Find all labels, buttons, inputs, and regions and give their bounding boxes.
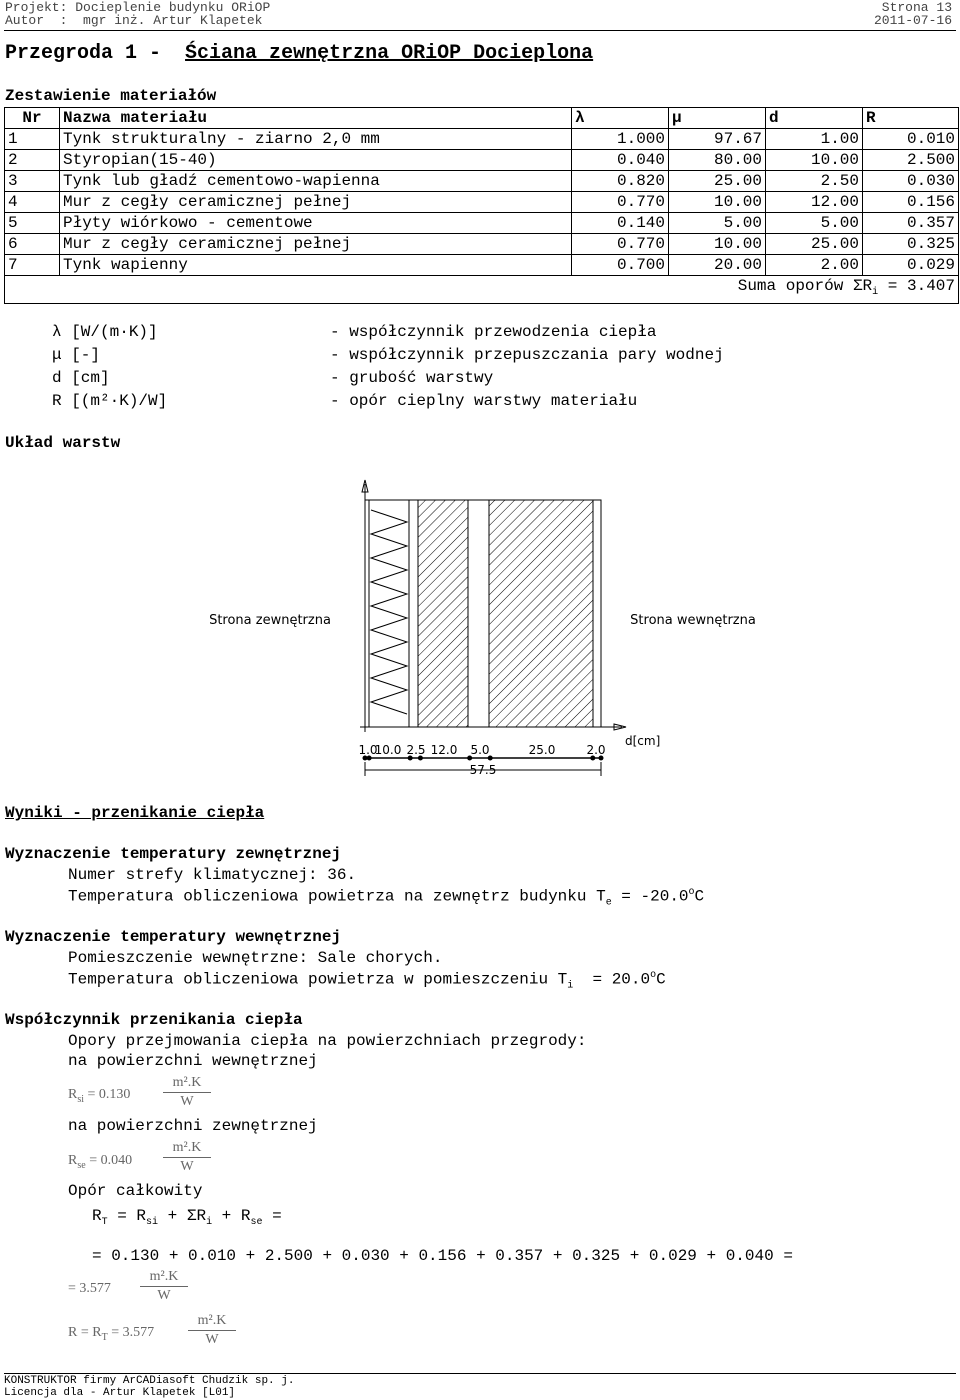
cell-d: 2.00 [766, 255, 863, 276]
sum-cell [5, 276, 959, 304]
cell-nr: 6 [5, 234, 60, 255]
cell-nr: 7 [5, 255, 60, 276]
dimension-label: 10.0 [374, 743, 402, 757]
rt-unit-den: W [157, 1288, 171, 1303]
legend-description: - współczynnik przewodzenia ciepła [330, 323, 657, 341]
sum-value: 3.407 [906, 277, 955, 295]
dimension-label: 5.0 [470, 743, 490, 757]
materials-table [4, 107, 959, 304]
ext-temp-sub: e [605, 897, 612, 909]
layer-2-styrofoam [369, 500, 409, 727]
cell-lambda: 0.700 [572, 255, 669, 276]
cell-d: 10.00 [766, 150, 863, 171]
legend-description: - grubość warstwy [330, 369, 494, 387]
rse-unit-num: m².K [172, 1140, 202, 1155]
outside-label: Strona zewnętrzna [209, 613, 331, 628]
ext-temp-unit: C [694, 887, 705, 906]
rsi-formula [68, 1087, 130, 1105]
table-row [5, 213, 959, 234]
legend-symbol: λ [W/(m·K)] [52, 323, 158, 341]
col-r: R [863, 108, 959, 129]
cell-r: 0.325 [863, 234, 959, 255]
cell-mu: 20.00 [669, 255, 766, 276]
cell-lambda: 0.770 [572, 234, 669, 255]
rsi-symbol: R [68, 1087, 78, 1102]
cell-lambda: 1.000 [572, 129, 669, 150]
axis-label: d[cm] [625, 734, 661, 748]
layer-4-brick [418, 500, 468, 727]
cell-name: Płyty wiórkowo - cementowe [60, 213, 572, 234]
cell-r: 0.030 [863, 171, 959, 192]
dimension-label: 1.0 [358, 743, 378, 757]
u-heading: Współczynnik przenikania ciepła [5, 1011, 303, 1029]
ext-temp-heading: Wyznaczenie temperatury zewnętrznej [5, 845, 342, 863]
sum-sub: i [872, 287, 879, 299]
r-final [68, 1325, 154, 1343]
footer-software: KONSTRUKTOR firmy ArCADiasoft Chudzik sp. j. [4, 1375, 295, 1387]
cell-d: 12.00 [766, 192, 863, 213]
rt-unit [140, 1269, 188, 1304]
cell-r: 0.010 [863, 129, 959, 150]
cell-mu: 5.00 [669, 213, 766, 234]
layer-3-plaster [409, 500, 418, 727]
cell-d: 5.00 [766, 213, 863, 234]
title-prefix: Przegroda 1 - [5, 42, 162, 65]
cell-name: Mur z cegły ceramicznej pełnej [60, 192, 572, 213]
cell-name: Mur z cegły ceramicznej pełnej [60, 234, 572, 255]
cell-nr: 4 [5, 192, 60, 213]
rt-value: = 3.577 [68, 1281, 111, 1296]
cell-r: 0.357 [863, 213, 959, 234]
rsi-unit [163, 1075, 211, 1110]
int-temp-heading: Wyznaczenie temperatury wewnętrznej [5, 928, 342, 946]
int-temp-value: = 20.0 [573, 970, 651, 989]
rse-symbol: R [68, 1153, 78, 1168]
author-label: Autor : mgr inż. Artur Klapetek [5, 13, 263, 28]
col-nr: Nr [5, 108, 60, 129]
layer-7-plaster [593, 500, 601, 727]
rsi-value: = 0.130 [84, 1087, 131, 1102]
cell-d: 25.00 [766, 234, 863, 255]
table-row [5, 171, 959, 192]
table-header-row [5, 108, 959, 129]
col-name: Nazwa materiału [60, 108, 572, 129]
sum-label: Suma oporów ΣR [737, 277, 873, 295]
legend-symbol: d [cm] [52, 369, 110, 387]
footer-license: Licencja dla - Artur Klapetek [L01] [4, 1387, 236, 1399]
cell-mu: 10.00 [669, 192, 766, 213]
cell-nr: 3 [5, 171, 60, 192]
r-final-value: = 3.577 [107, 1325, 155, 1340]
r-final-sub: T [101, 1331, 108, 1343]
page-number: Strona 13 [881, 0, 952, 15]
page-title [5, 42, 593, 65]
legend-description: - współczynnik przepuszczania pary wodnej [330, 346, 724, 364]
r-final-symbol: R = R [68, 1325, 102, 1340]
total-resistance-label: Opór całkowity [68, 1182, 203, 1200]
layer-diagram [0, 470, 960, 790]
title-name: Ściana zewnętrzna ORiOP Docieplona [185, 42, 594, 65]
layer-1-plaster [365, 500, 369, 727]
ext-temp-value: = -20.0 [611, 887, 689, 906]
col-mu: μ [669, 108, 766, 129]
table-row [5, 234, 959, 255]
table-row [5, 129, 959, 150]
rse-sub: se [77, 1159, 86, 1171]
layer-6-brick [489, 500, 593, 727]
cell-mu: 25.00 [669, 171, 766, 192]
header-rule [4, 30, 956, 31]
room-type: Pomieszczenie wewnętrzne: Sale chorych. [68, 949, 443, 967]
cell-name: Styropian(15-40) [60, 150, 572, 171]
r-final-unit [188, 1313, 236, 1348]
cell-nr: 5 [5, 213, 60, 234]
cell-nr: 2 [5, 150, 60, 171]
col-lambda: λ [572, 108, 669, 129]
legend-symbol: μ [-] [52, 346, 101, 364]
legend-symbol: R [(m²·K)/W] [52, 392, 168, 410]
dimension-label: 2.0 [586, 743, 606, 757]
inside-label: Strona wewnętrzna [630, 613, 756, 628]
cell-name: Tynk strukturalny - ziarno 2,0 mm [60, 129, 572, 150]
total-dimension: 57.5 [469, 763, 497, 777]
sum-eq: = [887, 277, 898, 295]
layers-heading: Układ warstw [5, 434, 121, 452]
outer-surface-label: na powierzchni zewnętrznej [68, 1117, 318, 1135]
rse-unit [163, 1140, 211, 1175]
int-temp-sub: i [567, 980, 574, 992]
cell-mu: 80.00 [669, 150, 766, 171]
layer-5-board [468, 500, 489, 727]
cell-nr: 1 [5, 129, 60, 150]
surface-resistance-intro: Opory przejmowania ciepła na powierzchniach przegrody: [68, 1032, 587, 1050]
cell-name: Tynk wapienny [60, 255, 572, 276]
rt-sum-expression: = 0.130 + 0.010 + 2.500 + 0.030 + 0.156 + 0.357 + 0.325 + 0.029 + 0.040 = [92, 1247, 793, 1265]
rt-unit-num: m².K [149, 1269, 179, 1284]
table-row [5, 255, 959, 276]
rse-value: = 0.040 [85, 1153, 133, 1168]
legend-description: - opór cieplny warstwy materiału [330, 392, 638, 410]
cell-d: 1.00 [766, 129, 863, 150]
r-final-unit-den: W [205, 1332, 219, 1347]
dimension-label: 2.5 [406, 743, 426, 757]
int-temp-line: Temperatura obliczeniowa powietrza w pomieszczeniu $T_i = 20.0^oC$ [68, 970, 666, 992]
rsi-unit-num: m².K [172, 1075, 202, 1090]
r-final-unit-num: m².K [197, 1313, 227, 1328]
rse-formula [68, 1153, 132, 1171]
rsi-sub: si [77, 1093, 85, 1105]
rt-formula: $R_T = R_{si} + \Sigma R_i + R_{se}$ = [92, 1207, 282, 1229]
inner-surface-label: na powierzchni wewnętrznej [68, 1052, 318, 1070]
cell-r: 2.500 [863, 150, 959, 171]
cell-mu: 97.67 [669, 129, 766, 150]
rse-unit-den: W [180, 1159, 194, 1174]
project-label: Projekt: Docieplenie budynku ORiOP [5, 0, 271, 15]
climate-zone: Numer strefy klimatycznej: 36. [68, 866, 357, 884]
results-heading: Wyniki - przenikanie ciepła [5, 804, 265, 822]
cell-r: 0.156 [863, 192, 959, 213]
ext-temp-text: Temperatura obliczeniowa powietrza na zewnętrz budynku T [68, 887, 606, 906]
int-temp-unit: C [656, 970, 666, 989]
cell-name: Tynk lub gładź cementowo-wapienna [60, 171, 572, 192]
int-temp-text: Temperatura obliczeniowa powietrza w pomieszczeniu T [68, 970, 568, 989]
footer-rule [4, 1373, 956, 1374]
document-date: 2011-07-16 [873, 13, 952, 28]
table-row [5, 150, 959, 171]
rsi-unit-den: W [180, 1094, 194, 1109]
cell-lambda: 0.040 [572, 150, 669, 171]
ext-temp-line: Temperatura obliczeniowa powietrza na zewnętrz budynku $T_e = -20.0^oC$ [68, 887, 705, 909]
col-d: d [766, 108, 863, 129]
cell-lambda: 0.770 [572, 192, 669, 213]
cell-lambda: 0.140 [572, 213, 669, 234]
sum-row [5, 276, 959, 304]
cell-lambda: 0.820 [572, 171, 669, 192]
dimension-label: 25.0 [528, 743, 556, 757]
cell-mu: 10.00 [669, 234, 766, 255]
materials-heading: Zestawienie materiałów [5, 87, 217, 105]
cell-d: 2.50 [766, 171, 863, 192]
cell-r: 0.029 [863, 255, 959, 276]
dimension-label: 12.0 [430, 743, 458, 757]
table-row [5, 192, 959, 213]
